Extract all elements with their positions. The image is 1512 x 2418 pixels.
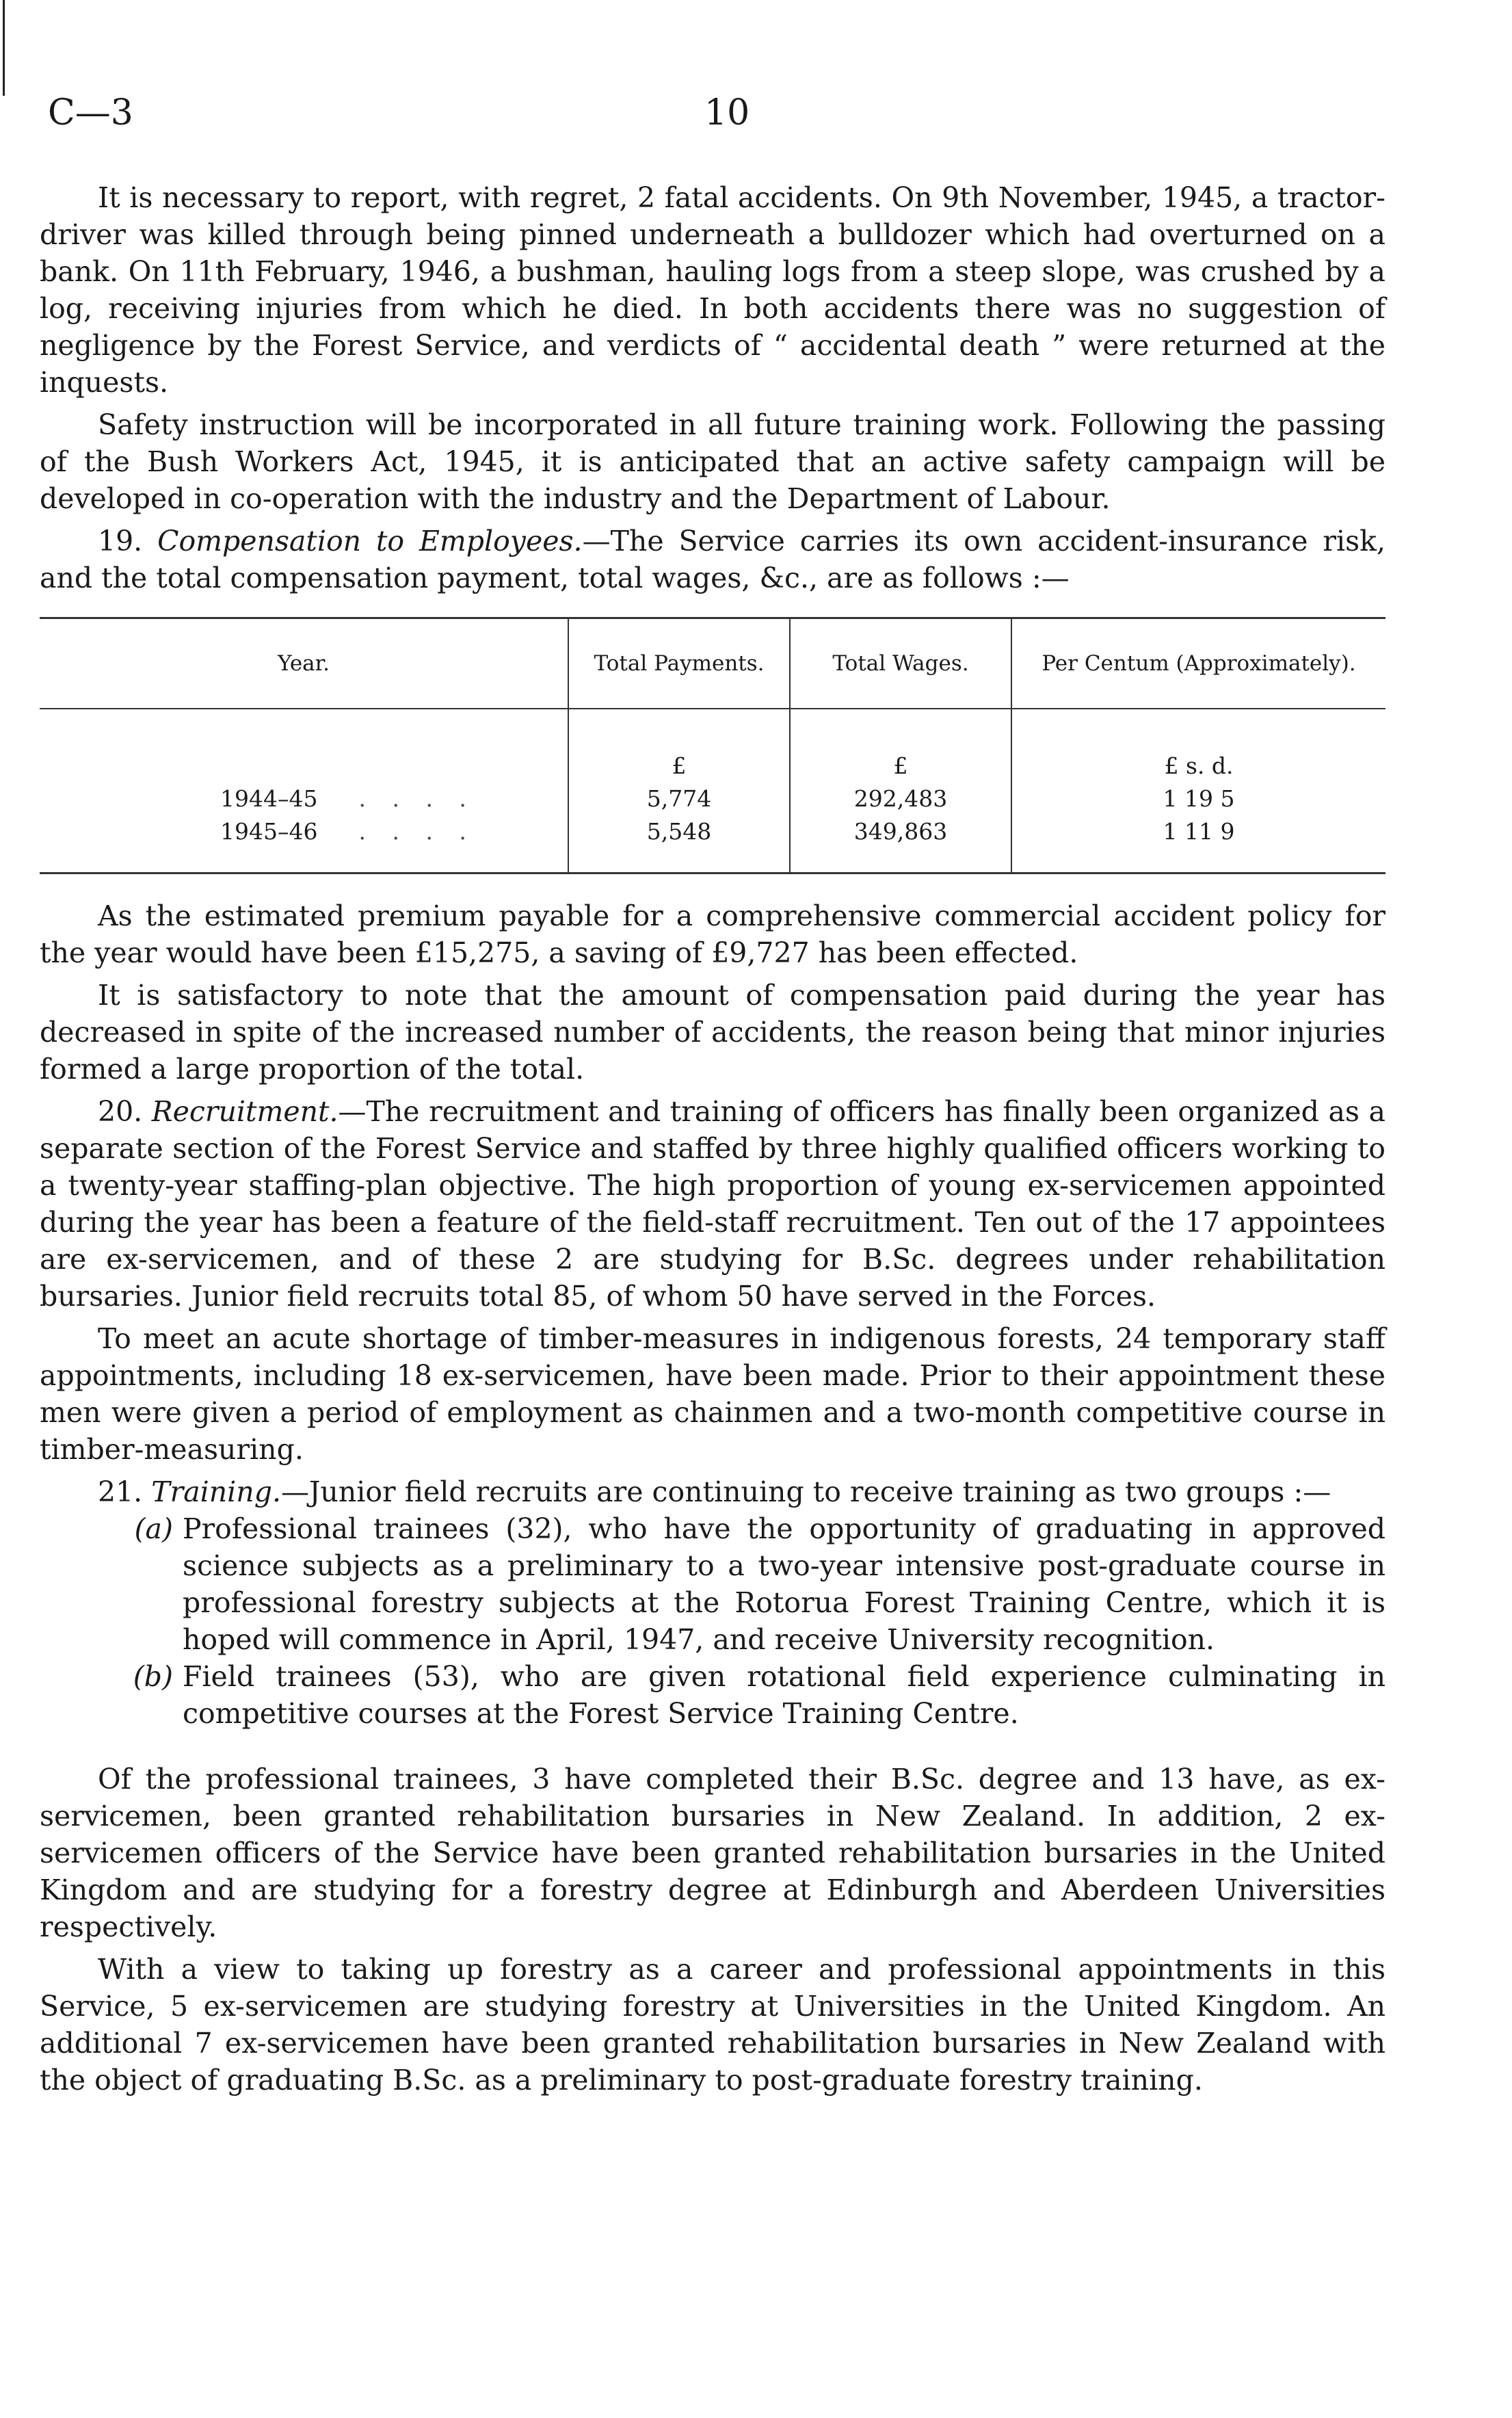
header-total-wages: Total Wages. bbox=[790, 619, 1011, 709]
section-number: 19. bbox=[98, 525, 143, 557]
table-header-row bbox=[40, 619, 1385, 709]
section-title: Training. bbox=[151, 1475, 281, 1508]
paragraph-premium-saving: As the estimated premium payable for a comprehensive commercial accident policy for the year would have been £15,275, a saving of £9,727 has been effected. bbox=[40, 899, 1385, 969]
unit-payments: £ bbox=[568, 709, 790, 783]
paragraph-safety-instruction: Safety instruction will be incorporated in all future training work. Following the passing of the Bush Workers Act, 1945, it is anticipated that an active safety campaign will be developed in co-operation with the industry and the Department of Labour. bbox=[40, 408, 1385, 515]
section-21-training bbox=[40, 1473, 1385, 1510]
list-text: Field trainees (53), who are given rotational field experience culminating in competitive courses at the Forest Service Training Centre. bbox=[183, 1660, 1385, 1730]
paragraph-forestry-career: With a view to taking up forestry as a career and professional appointments in this Service, 5 ex-servicemen are studying forestry at Universities in the United Kingdom. An additional 7 ex-servicemen have been granted rehabilitation bursaries in New Zealand with the object of graduating B.Sc. as a preliminary to post-graduate forestry training. bbox=[40, 1953, 1385, 2097]
compensation-table bbox=[40, 617, 1385, 874]
page-body bbox=[40, 179, 1385, 2099]
page-header bbox=[0, 92, 1512, 147]
row-wages: 349,863 bbox=[790, 815, 1011, 872]
list-text: Professional trainees (32), who have the opportunity of graduating in approved science subjects as a preliminary to a two-year intensive post-graduate course in professional forestry subjects at the Rotorua Forest Training Centre, which it is hoped will commence in April, 1947, and receive University recognition. bbox=[183, 1512, 1385, 1656]
leader-dots: . . . . bbox=[358, 818, 476, 845]
table-row bbox=[40, 783, 1385, 815]
paragraph-timber-measures: To meet an acute shortage of timber-measures in indigenous forests, 24 temporary staff appointments, including 18 ex-servicemen, have been made. Prior to their appointment these men were given a period of employment as chainmen and a two-month competitive course in timber-measuring. bbox=[40, 1322, 1385, 1466]
leader-dots: . . . . bbox=[358, 785, 476, 812]
list-label: (b) bbox=[133, 1660, 173, 1693]
header-per-centum: Per Centum (Approximately). bbox=[1011, 619, 1385, 709]
table-units-row bbox=[40, 709, 1385, 783]
row-year: 1945–46 bbox=[220, 818, 318, 845]
header-year: Year. bbox=[40, 619, 568, 709]
section-20-recruitment bbox=[40, 1093, 1385, 1315]
unit-wages: £ bbox=[790, 709, 1011, 783]
paragraph-fatal-accidents: It is necessary to report, with regret, 2 fatal accidents. On 9th November, 1945, a tractor-driver was killed through being pinned underneath a bulldozer which had overturned on a bank. On 11th February, 1946, a bushman, hauling logs from a steep slope, was crushed by a log, receiving injuries from which he died. In both accidents there was no suggestion of negligence by the Forest Service, and verdicts of “ accidental death ” were returned at the inquests. bbox=[40, 181, 1385, 399]
section-title: Compensation to Employees. bbox=[157, 525, 583, 557]
list-item bbox=[40, 1658, 1385, 1732]
document-reference: C—3 bbox=[48, 92, 133, 133]
list-label: (a) bbox=[134, 1512, 173, 1545]
list-item bbox=[40, 1510, 1385, 1658]
section-text: —Junior field recruits are continuing to receive training as two groups :— bbox=[280, 1475, 1331, 1508]
section-number: 20. bbox=[98, 1095, 143, 1128]
row-wages: 292,483 bbox=[790, 783, 1011, 815]
section-19-compensation bbox=[40, 523, 1385, 596]
paragraph-professional-trainees: Of the professional trainees, 3 have completed their B.Sc. degree and 13 have, as ex-servicemen, been granted rehabilitation bursaries in New Zealand. In addition, 2 ex-servicemen officers of the Service have been granted rehabilitation bursaries in the United Kingdom and are studying for a forestry degree at Edinburgh and Aberdeen Universities respectively. bbox=[40, 1763, 1385, 1943]
section-text: —The Service carries its own accident-insurance risk, and the total compensation payment, total wages, &c., are as follows :— bbox=[40, 525, 1385, 594]
row-per-centum: 1 11 9 bbox=[1011, 815, 1385, 872]
section-number: 21. bbox=[98, 1475, 143, 1508]
section-title: Recruitment. bbox=[151, 1095, 339, 1128]
unit-per-centum: £ s. d. bbox=[1011, 709, 1385, 783]
page-number: 10 bbox=[704, 92, 750, 133]
row-year: 1944–45 bbox=[220, 785, 318, 812]
paragraph-compensation-decrease: It is satisfactory to note that the amount of compensation paid during the year has decreased in spite of the increased number of accidents, the reason being that minor injuries formed a large proportion of the total. bbox=[40, 979, 1385, 1086]
table-row bbox=[40, 815, 1385, 872]
row-payments: 5,548 bbox=[568, 815, 790, 872]
row-payments: 5,774 bbox=[568, 783, 790, 815]
row-per-centum: 1 19 5 bbox=[1011, 783, 1385, 815]
header-total-payments: Total Payments. bbox=[568, 619, 790, 709]
page-edge-rule bbox=[3, 0, 5, 96]
section-text: —The recruitment and training of officers has finally been organized as a separate section of the Forest Service and staffed by three highly qualified officers working to a twenty-year staffing-plan objective. The high proportion of young ex-servicemen appointed during the year has been a feature of the field-staff recruitment. Ten out of the 17 appointees are ex-servicemen, and of these 2 are studying for B.Sc. degrees under rehabilitation bursaries. Junior field recruits total 85, of whom 50 have served in the Forces. bbox=[40, 1095, 1385, 1313]
